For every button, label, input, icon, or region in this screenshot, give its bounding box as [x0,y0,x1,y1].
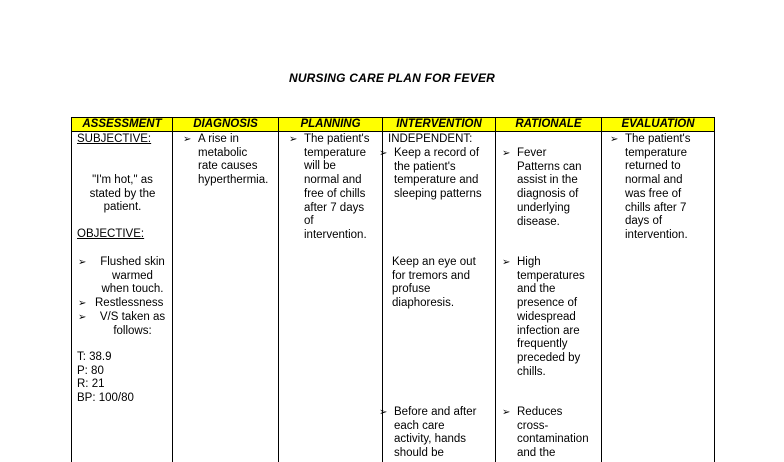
arrow-bullet-icon: ➢ [76,297,93,311]
header-planning: PLANNING [279,118,383,132]
rationale-cell [496,132,602,462]
arrow-bullet-icon: ➢ [377,147,394,202]
arrow-bullet-icon: ➢ [500,147,517,229]
list-item: ➢ High temperatures and the presence of widespread infection are frequently preceded by chills. [500,256,585,379]
header-assessment: ASSESSMENT [72,118,173,132]
header-intervention: INTERVENTION [383,118,496,132]
list-item: ➢ A rise in metabolic rate causes hyperthermia. [181,133,268,188]
list-item: ➢ Flushed skin warmed when touch. [76,256,172,297]
list-item: ➢ The patient's temperature will be normal and free of chills after 7 days of intervention. [287,133,370,243]
arrow-bullet-icon: ➢ [608,133,625,243]
list-item: ➢ V/S taken as follows: [76,311,172,338]
list-item: ➢ Keep a record of the patient's temperature and sleeping patterns [377,147,482,202]
objective-label: OBJECTIVE: [77,228,144,242]
list-item: ➢ Restlessness [76,297,172,311]
subjective-label: SUBJECTIVE: [77,133,151,147]
header-diagnosis: DIAGNOSIS [173,118,279,132]
arrow-bullet-icon: ➢ [500,256,517,379]
arrow-bullet-icon: ➢ [181,133,198,188]
list-item: ➢ Before and after each care activity, hands should be [377,406,476,461]
arrow-bullet-icon: ➢ [500,406,517,461]
list-item: ➢ Fever Patterns can assist in the diagnosis of underlying disease. [500,147,582,229]
arrow-bullet-icon: ➢ [377,406,394,461]
header-row [72,118,715,132]
arrow-bullet-icon: ➢ [76,311,93,338]
care-plan-table [71,117,715,462]
independent-heading: INDEPENDENT: [388,133,472,147]
intervention-cell [383,132,496,462]
diagnosis-cell [173,132,279,462]
list-item: Keep an eye out for tremors and profuse diaphoresis. [392,256,476,311]
header-rationale: RATIONALE [496,118,602,132]
arrow-bullet-icon: ➢ [287,133,304,243]
subjective-quote: "I'm hot," as stated by the patient. [72,174,173,215]
planning-cell [279,132,383,462]
list-item: ➢ The patient's temperature returned to normal and was free of chills after 7 days of intervention. [608,133,691,243]
arrow-bullet-icon: ➢ [76,256,93,297]
assessment-cell [72,132,173,462]
evaluation-cell [602,132,715,462]
vital-signs: T: 38.9 P: 80 R: 21 BP: 100/80 [77,351,134,406]
table-row [72,132,715,462]
list-item: ➢ Reduces cross- contamination and the [500,406,589,461]
page-title: NURSING CARE PLAN FOR FEVER [0,71,784,85]
objective-bullets [76,256,172,338]
header-evaluation: EVALUATION [602,118,715,132]
